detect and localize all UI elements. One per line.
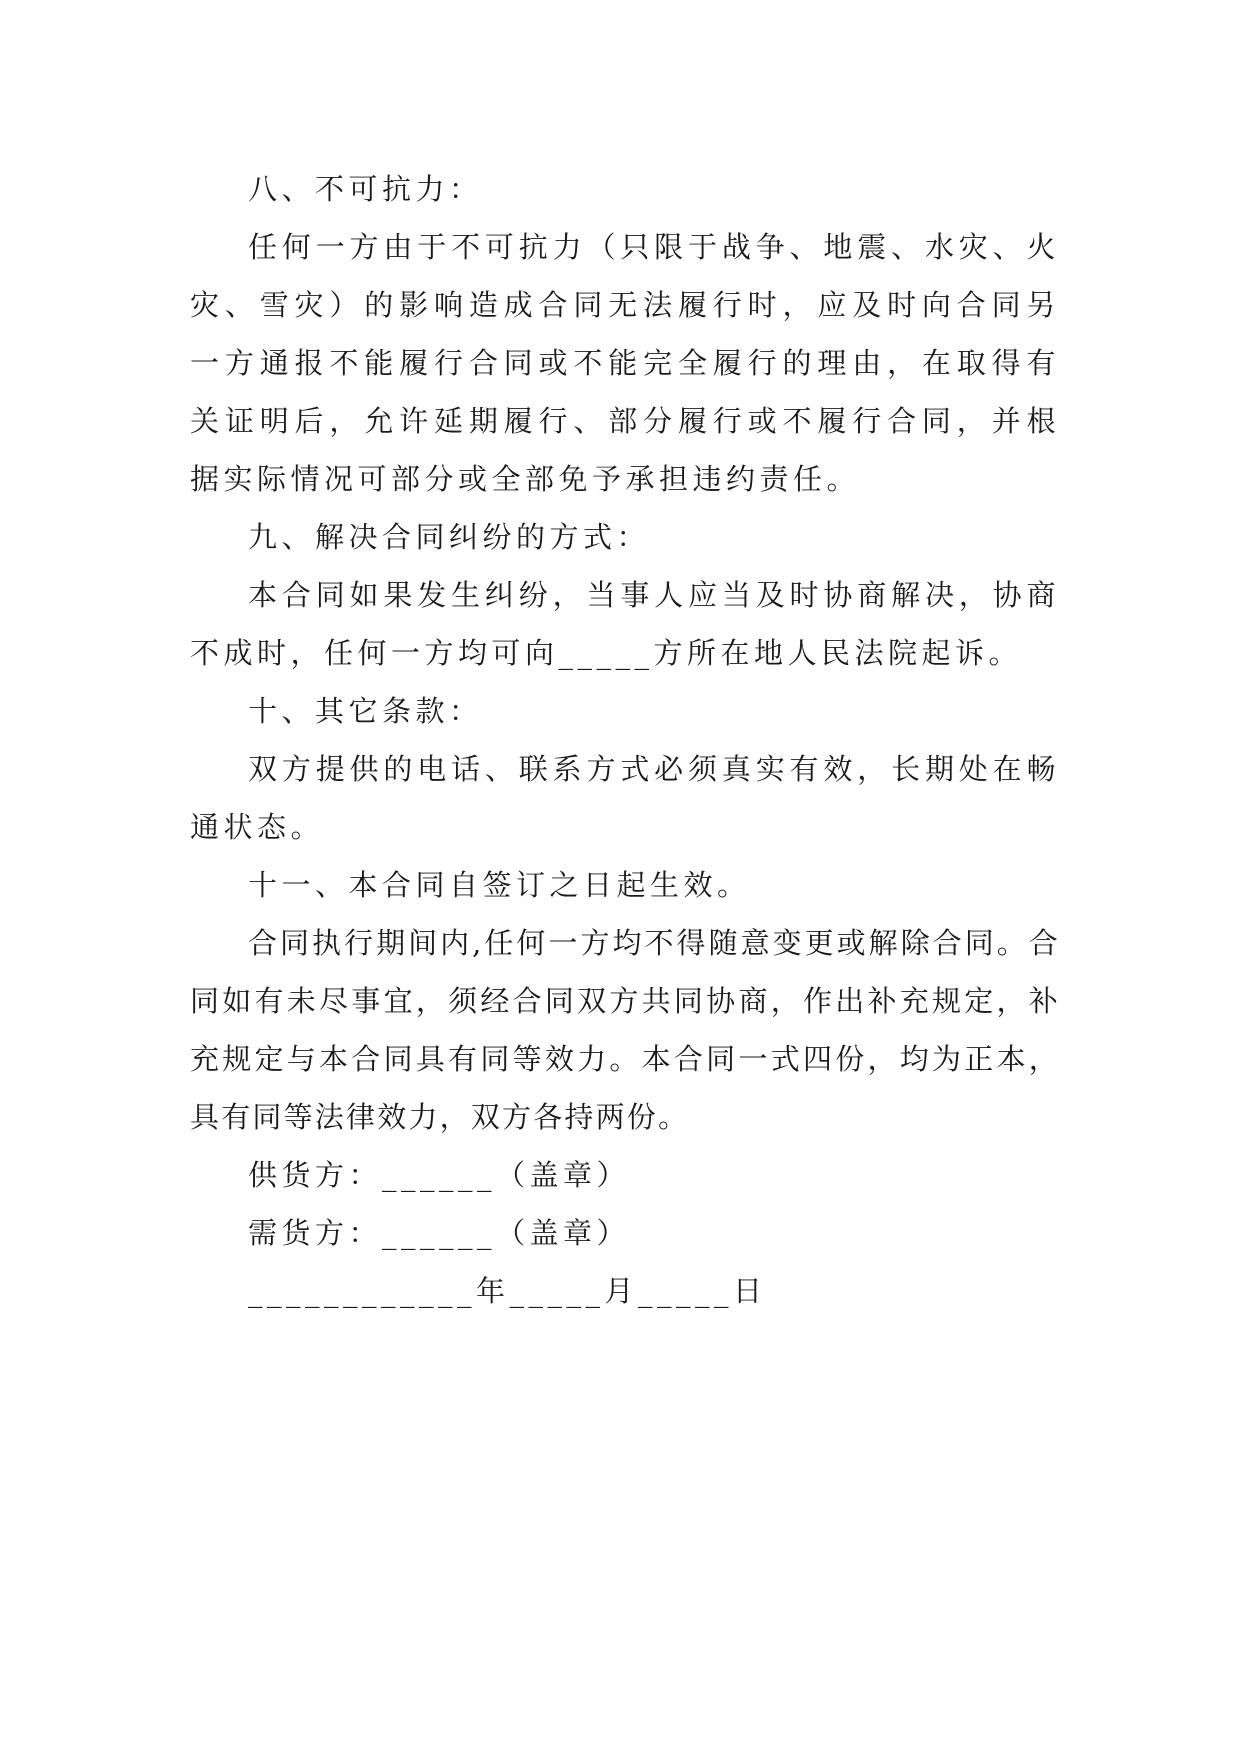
signature-date: ____________年_____月_____日: [248, 1274, 767, 1308]
signature-supplier: 供货方：______（盖章）: [248, 1158, 631, 1192]
signature-buyer: 需货方：______（盖章）: [248, 1216, 631, 1250]
section-heading-effective: 十一、本合同自签订之日起生效。: [248, 868, 751, 902]
section-body-force-majeure: 任何一方由于不可抗力（只限于战争、地震、水灾、火灾、雪灾）的影响造成合同无法履行时，应及时向合同另一方通报不能履行合同或不能完全履行的理由，在取得有关证明后，允许延期履行、部分履行或不履行合同，并根据实际情况可部分或全部免予承担违约责任。: [190, 230, 1060, 496]
section-body-dispute-resolution: 本合同如果发生纠纷，当事人应当及时协商解决，协商不成时，任何一方均可向_____方所在地人民法院起诉。: [190, 578, 1060, 670]
section-heading-dispute-resolution: 九、解决合同纠纷的方式：: [248, 520, 651, 554]
section-body-effective: 合同执行期间内,任何一方均不得随意变更或解除合同。合同如有未尽事宜，须经合同双方共同协商，作出补充规定，补充规定与本合同具有同等效力。本合同一式四份，均为正本，具有同等法律效力，双方各持两份。: [190, 926, 1060, 1134]
section-body-other-terms: 双方提供的电话、联系方式必须真实有效，长期处在畅通状态。: [190, 752, 1060, 844]
section-heading-other-terms: 十、其它条款：: [248, 694, 483, 728]
document-content: [190, 160, 1060, 1320]
section-heading-force-majeure: 八、不可抗力：: [248, 172, 483, 206]
